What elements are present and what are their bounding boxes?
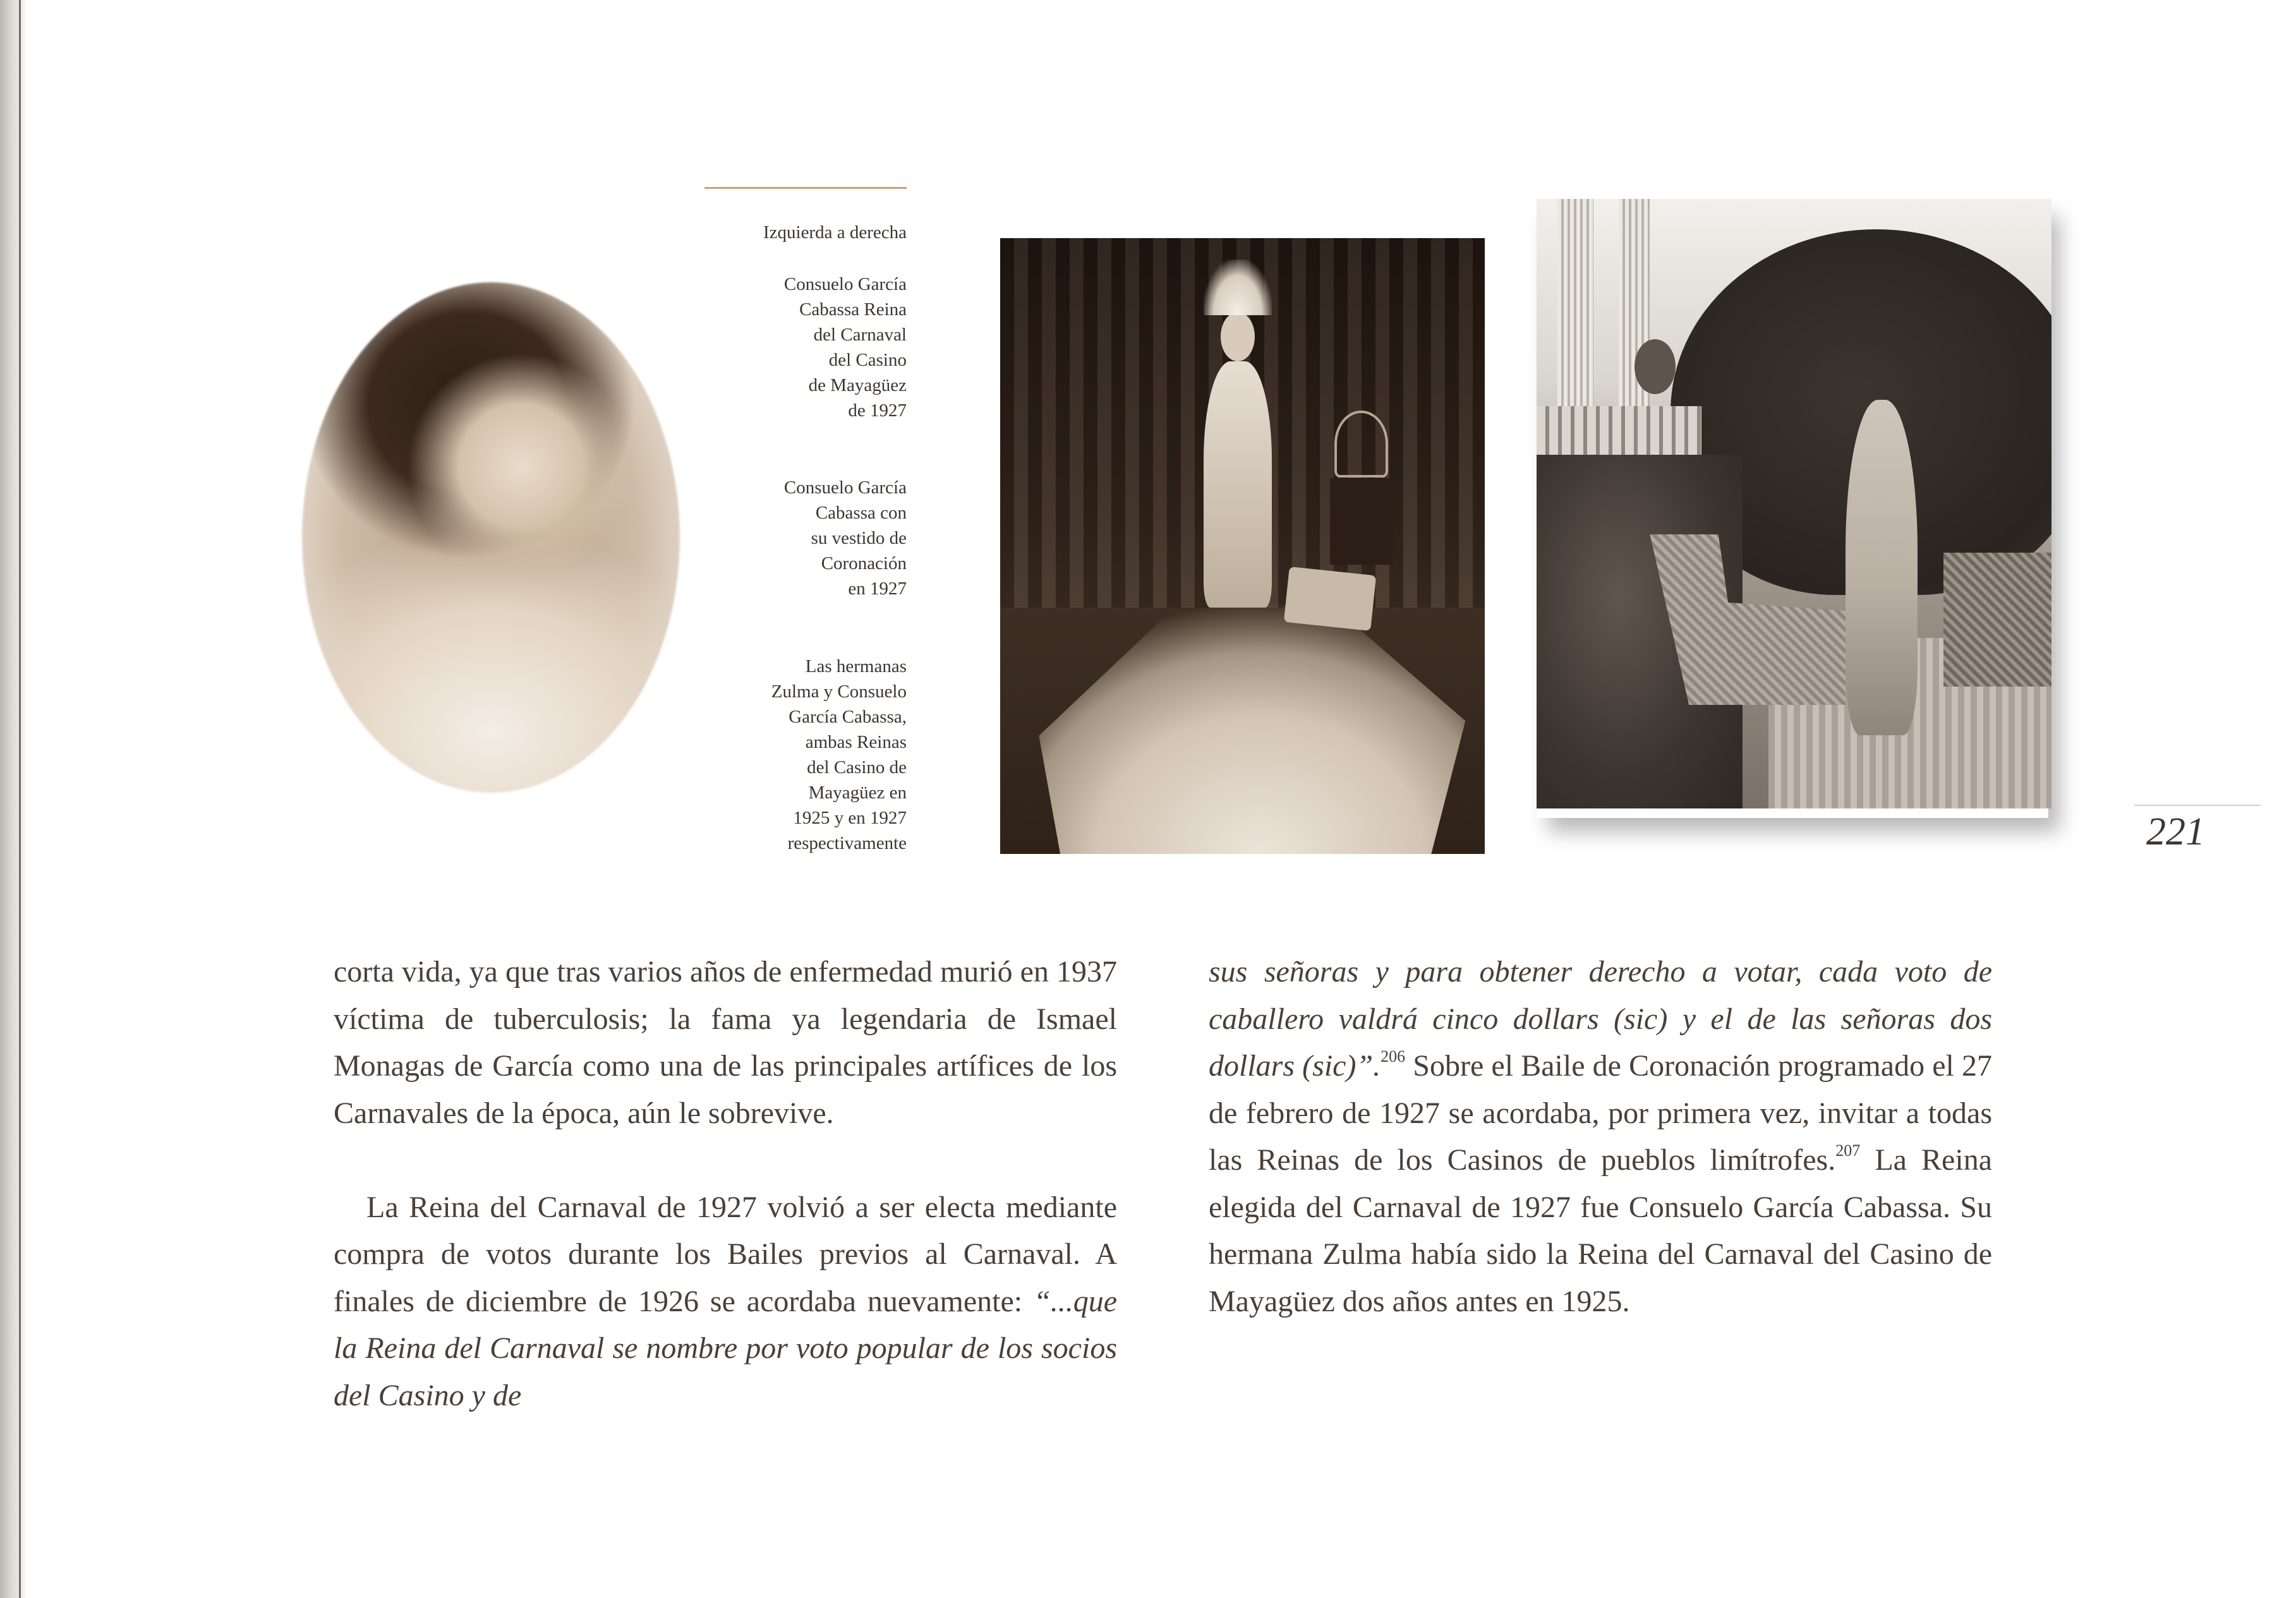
queen-figure: [1204, 361, 1271, 608]
paragraph: corta vida, ya que tras varios años de enfermedad murió en 1937 víctima de tuberculosis; la fama ya legendaria de Ismael Monagas de García como una de las principales artífices de los Carnavales de la época, aún le sobrevive.: [334, 955, 1117, 1130]
sisters-garden-photo: [1537, 199, 2051, 808]
caption-item-1: Consuelo García Cabassa Reina del Carnaval del Casino de Mayagüez de 1927: [783, 274, 907, 421]
paragraph-text: La Reina del Carnaval de 1927 volvió a ser electa mediante compra de votos durante los Bailes previos al Carnaval. A finales de diciembre de 1926 se acordaba nuevamente:: [334, 1190, 1117, 1318]
paragraph-text: Sobre el Baile de Coronación programado el 27 de febrero de 1927 se acordaba, por primera vez, invitar a todas las Reinas de los Casinos de pueblos limítrofes.: [1209, 1049, 1992, 1177]
book-spine-edge: [19, 0, 21, 1598]
paragraph: [1209, 949, 1992, 1325]
right-text-column: [1209, 949, 1992, 1325]
feather-crown: [1204, 260, 1271, 315]
paragraph: [334, 1184, 1117, 1420]
book-spine-shadow: [0, 0, 25, 1598]
left-text-column: [334, 949, 1117, 1419]
page-number: 221: [2146, 810, 2205, 853]
wicker-lounge: [1943, 553, 2051, 687]
caption-heading: Izquierda a derecha: [763, 222, 907, 243]
embroidered-pillow: [1283, 567, 1375, 631]
flower-basket: [1334, 411, 1388, 478]
coronation-gown-photo: [1000, 238, 1485, 854]
quotation: sus señoras y para obtener derecho a votar, cada voto de caballero valdrá cinco dollars (sic) y el de las señoras dos dollars (sic)”.: [1209, 955, 1992, 1083]
side-table: [1330, 478, 1393, 565]
quotation: “...que la Reina del Carnaval se nombre por voto popular de los socios del Casino y de: [334, 1284, 1117, 1412]
portrait-photo-oval: [302, 282, 680, 793]
footnote-marker: 206: [1381, 1047, 1406, 1066]
paragraph-text: La Reina elegida del Carnaval de 1927 fue Consuelo García Cabassa. Su hermana Zulma había sido la Reina del Carnaval del Casino de Mayagüez dos años antes en 1925.: [1209, 1143, 1992, 1318]
queen-head: [1221, 312, 1255, 361]
caption-item-3: Las hermanas Zulma y Consuelo García Cabassa, ambas Reinas del Casino de Mayagüez en 1925 y en 1927 respectivamente: [771, 656, 907, 853]
caption-rule: [704, 187, 907, 189]
page-number-rule: [2134, 805, 2261, 806]
caption-item-2: Consuelo García Cabassa con su vestido de Coronación en 1927: [783, 478, 907, 599]
footnote-marker: 207: [1835, 1141, 1861, 1160]
sister-standing: [1846, 400, 1918, 735]
sister-on-balcony: [1634, 339, 1676, 394]
